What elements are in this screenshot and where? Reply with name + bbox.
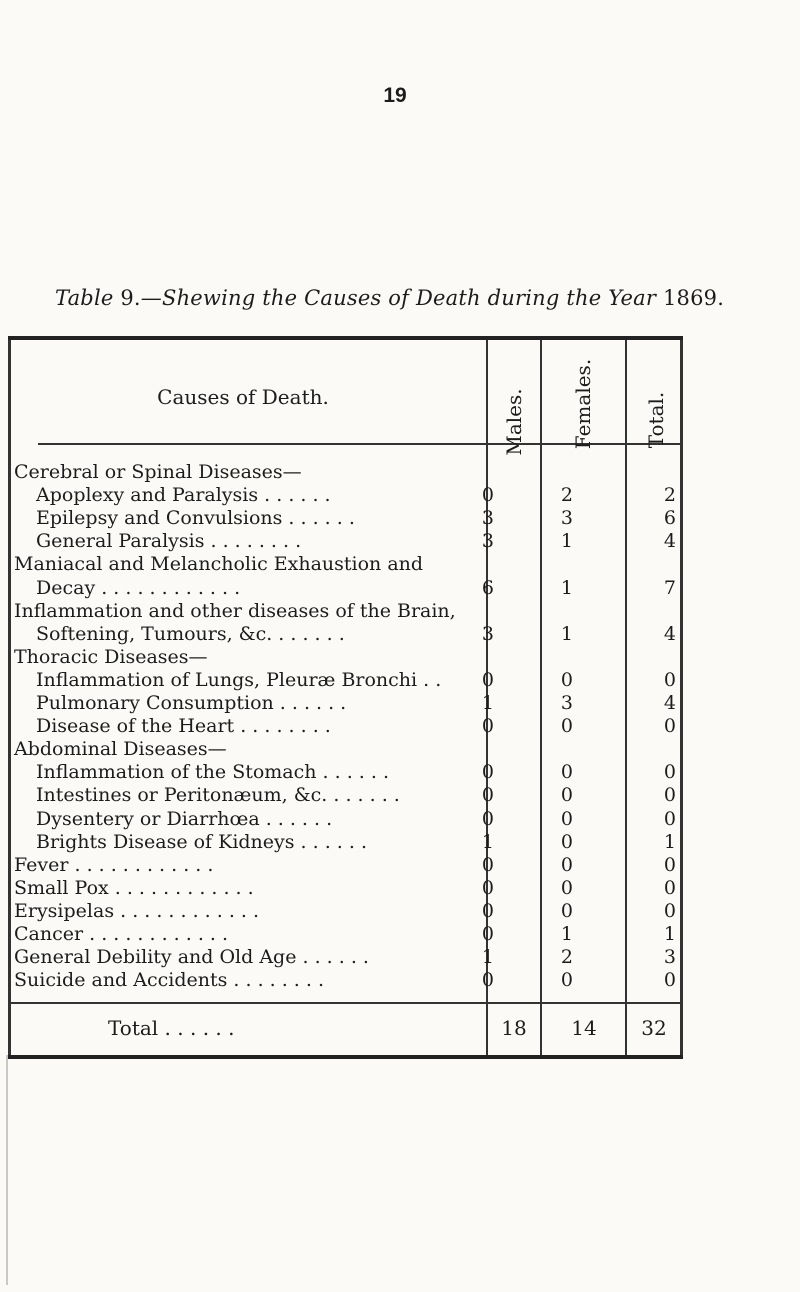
row-total: 0 [663, 668, 676, 691]
row-total: 7 [663, 576, 676, 599]
row-males: 1 [481, 946, 494, 969]
total-rule-males [488, 1002, 540, 1004]
caption-year: 1869. [662, 286, 725, 310]
row-males: 1 [481, 830, 494, 853]
row-males: 0 [481, 853, 494, 876]
row-females: 1 [560, 530, 573, 553]
total-rule-causes [8, 1002, 486, 1004]
row-label: Intestines or Peritonæum, &c. . . . . . . [36, 784, 400, 807]
row-label: Abdominal Diseases— [14, 738, 227, 761]
row-females: 0 [560, 853, 573, 876]
row-total: 0 [663, 876, 676, 899]
row-label: Thoracic Diseases— [14, 645, 208, 668]
row-females: 2 [560, 484, 573, 507]
row-total: 0 [663, 853, 676, 876]
header-males: Males. [502, 388, 526, 456]
row-females: 3 [560, 692, 573, 714]
row-label: Inflammation of the Stomach . . . . . . [36, 761, 389, 784]
row-total: 0 [663, 761, 676, 784]
row-label: Suicide and Accidents . . . . . . . . [14, 969, 325, 992]
caption-prefix: Table [55, 286, 121, 310]
header-total: Total. [644, 391, 668, 449]
row-total: 2 [663, 484, 676, 507]
row-females: 1 [560, 622, 573, 645]
row-label: Small Pox . . . . . . . . . . . . [14, 876, 254, 899]
row-total: 4 [663, 530, 676, 553]
row-females: 0 [560, 830, 573, 853]
total-row [8, 1008, 683, 1048]
row-label: Pulmonary Consumption . . . . . . [36, 692, 347, 714]
row-total: 0 [663, 784, 676, 807]
row-females: 0 [560, 715, 573, 738]
table-row [8, 966, 683, 994]
row-females: 0 [560, 899, 573, 922]
row-males: 0 [481, 484, 494, 507]
row-total: 0 [663, 715, 676, 738]
row-males: 3 [481, 622, 494, 645]
row-females: 2 [560, 946, 573, 969]
row-label: General Paralysis . . . . . . . . [36, 530, 302, 553]
row-males: 3 [481, 530, 494, 553]
causes-of-death-table [8, 336, 683, 1059]
header-females: Females. [571, 358, 595, 450]
scan-edge-mark [6, 1055, 8, 1285]
table-caption [55, 286, 755, 310]
row-total: 4 [663, 622, 676, 645]
total-females: 14 [571, 1016, 597, 1040]
row-females: 1 [560, 923, 573, 945]
total-label: Total . . . . . . [108, 1016, 235, 1040]
total-males: 18 [501, 1016, 527, 1040]
page-number: 19 [383, 84, 407, 107]
row-males: 0 [481, 761, 494, 784]
row-label: Epilepsy and Convulsions . . . . . . [36, 507, 355, 530]
caption-number: 9. [120, 286, 141, 310]
row-label: Brights Disease of Kidneys . . . . . . [36, 830, 367, 853]
total-rule-females [542, 1002, 625, 1004]
row-females: 0 [560, 876, 573, 899]
row-label: Apoplexy and Paralysis . . . . . . [36, 484, 331, 507]
row-females: 0 [560, 807, 573, 830]
row-label: Inflammation and other diseases of the Brain, [14, 599, 456, 622]
row-label: Cerebral or Spinal Diseases— [14, 461, 302, 483]
row-males: 3 [481, 507, 494, 530]
row-total: 3 [663, 946, 676, 969]
row-label: Decay . . . . . . . . . . . . [36, 576, 241, 599]
header-rule-causes [38, 443, 486, 445]
row-label: Fever . . . . . . . . . . . . [14, 853, 214, 876]
row-total: 0 [663, 807, 676, 830]
row-males: 0 [481, 876, 494, 899]
row-label: Maniacal and Melancholic Exhaustion and [14, 553, 424, 576]
row-males: 6 [481, 576, 494, 599]
row-total: 0 [663, 899, 676, 922]
row-males: 0 [481, 807, 494, 830]
row-label: Dysentery or Diarrhœa . . . . . . [36, 807, 333, 830]
row-females: 0 [560, 784, 573, 807]
row-total: 1 [663, 923, 676, 945]
row-total: 4 [663, 692, 676, 714]
row-males: 0 [481, 969, 494, 992]
header-causes: Causes of Death. [157, 385, 329, 409]
row-males: 0 [481, 715, 494, 738]
row-label: Disease of the Heart . . . . . . . . [36, 715, 331, 738]
row-females: 0 [560, 668, 573, 691]
total-rule-total [627, 1002, 683, 1004]
row-males: 1 [481, 692, 494, 714]
caption-text: —Shewing the Causes of Death during the Year [140, 286, 663, 310]
row-females: 0 [560, 761, 573, 784]
row-males: 0 [481, 668, 494, 691]
row-label: Cancer . . . . . . . . . . . . [14, 923, 229, 945]
row-total: 1 [663, 830, 676, 853]
row-females: 0 [560, 969, 573, 992]
row-females: 1 [560, 576, 573, 599]
total-total: 32 [641, 1016, 667, 1040]
row-label: Softening, Tumours, &c. . . . . . . [36, 622, 345, 645]
row-males: 0 [481, 899, 494, 922]
row-total: 6 [663, 507, 676, 530]
row-males: 0 [481, 923, 494, 945]
row-total: 0 [663, 969, 676, 992]
row-females: 3 [560, 507, 573, 530]
row-males: 0 [481, 784, 494, 807]
row-label: Inflammation of Lungs, Pleuræ Bronchi . . [36, 668, 442, 691]
row-label: Erysipelas . . . . . . . . . . . . [14, 899, 260, 922]
row-label: General Debility and Old Age . . . . . . [14, 946, 369, 969]
